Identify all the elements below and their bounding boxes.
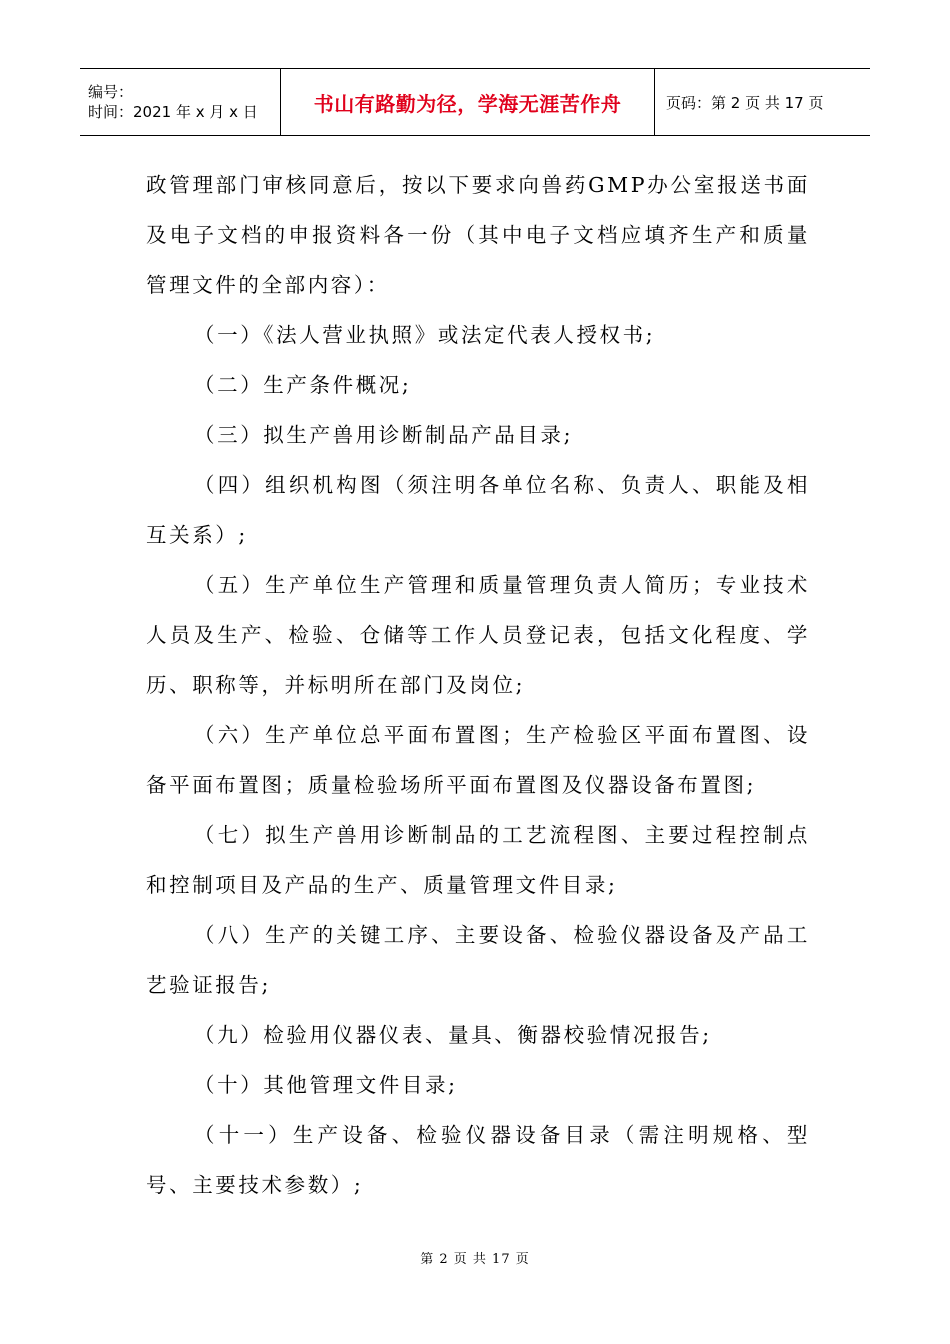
document-header	[80, 68, 870, 136]
body-paragraph: （四）组织机构图（须注明各单位名称、负责人、职能及相互关系）;	[146, 473, 810, 547]
body-paragraph: （十一）生产设备、检验仪器设备目录（需注明规格、型号、主要技术参数）;	[146, 1123, 810, 1197]
header-page-cell	[655, 69, 870, 135]
page-footer: 第 2 页 共 17 页	[420, 1252, 530, 1267]
header-page-info: 页码：第 2 页 共 17 页	[666, 93, 824, 112]
document-body	[146, 160, 810, 1210]
document-number-label: 编号：	[88, 83, 134, 101]
body-paragraph: （二）生产条件概况;	[194, 373, 412, 397]
body-paragraph: （八）生产的关键工序、主要设备、检验仪器设备及产品工艺验证报告;	[146, 923, 810, 997]
body-paragraph: （一）《法人营业执照》或法定代表人授权书;	[194, 323, 656, 347]
header-meta	[80, 69, 281, 135]
header-motto: 书山有路勤为径，学海无涯苦作舟	[313, 91, 622, 116]
body-paragraph: （五）生产单位生产管理和质量管理负责人简历；专业技术人员及生产、检验、仓储等工作人员登记表，包括文化程度、学历、职称等，并标明所在部门及岗位;	[146, 573, 810, 697]
body-paragraph: （七）拟生产兽用诊断制品的工艺流程图、主要过程控制点和控制项目及产品的生产、质量管理文件目录;	[146, 823, 810, 897]
body-paragraph: （三）拟生产兽用诊断制品产品目录;	[194, 423, 574, 447]
body-paragraph: （六）生产单位总平面布置图；生产检验区平面布置图、设备平面布置图；质量检验场所平面布置图及仪器设备布置图;	[146, 723, 810, 797]
document-time-label: 时间：2021 年 x 月 x 日	[88, 103, 258, 121]
body-paragraph: （十）其他管理文件目录;	[194, 1073, 458, 1097]
body-paragraph: （九）检验用仪器仪表、量具、衡器校验情况报告;	[194, 1023, 712, 1047]
header-motto-cell	[281, 69, 655, 135]
body-paragraph: 政管理部门审核同意后，按以下要求向兽药GMP办公室报送书面及电子文档的申报资料各一份（其中电子文档应填齐生产和质量管理文件的全部内容）：	[146, 173, 810, 297]
